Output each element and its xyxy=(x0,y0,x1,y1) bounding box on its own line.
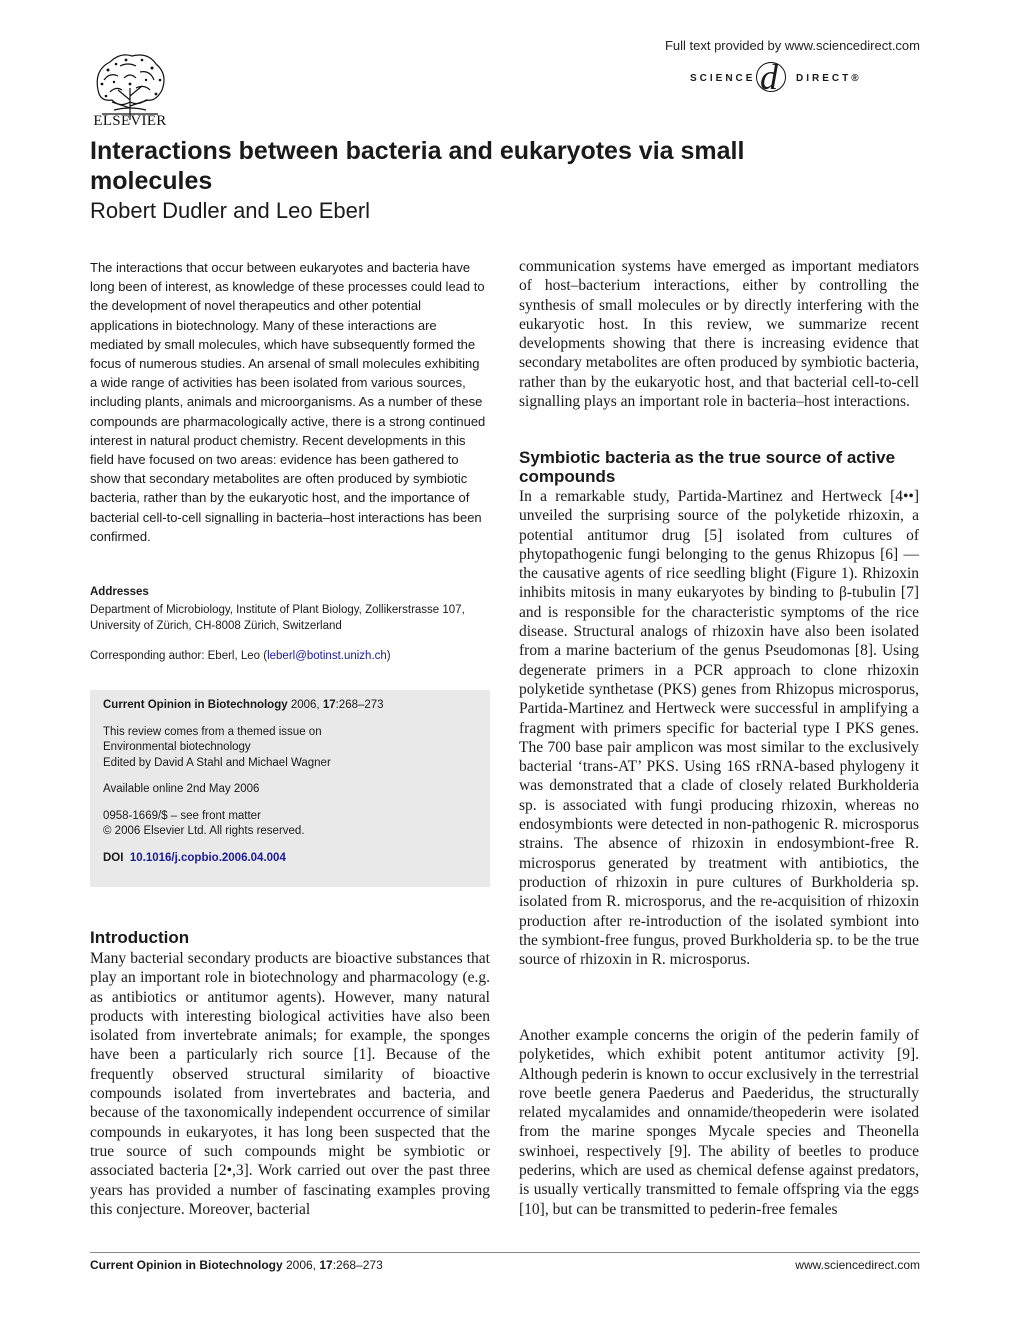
footer-citation xyxy=(90,1258,383,1272)
infobox-copyright: © 2006 Elsevier Ltd. All rights reserved. xyxy=(103,825,305,837)
addresses-text: Department of Microbiology, Institute of Plant Biology, Zollikerstrasse 107, University of Zürich, CH-8008 Zürich, Switzerland xyxy=(90,604,465,632)
infobox-pages: :268–273 xyxy=(335,699,384,711)
corresponding-prefix: Corresponding author: Eberl, Leo ( xyxy=(90,650,268,662)
infobox-citation xyxy=(103,698,477,714)
full-text-provided[interactable]: Full text provided by www.sciencedirect.com xyxy=(664,38,920,53)
sd-right-text: DIRECT® xyxy=(796,73,862,84)
doi-link[interactable]: 10.1016/j.copbio.2006.04.004 xyxy=(129,851,286,864)
infobox-doi xyxy=(103,851,477,867)
right-paragraph-2 xyxy=(519,487,919,969)
infobox-theme-line1: This review comes from a themed issue on xyxy=(103,725,322,738)
footer-divider xyxy=(90,1252,920,1253)
infobox-doi-label: DOI xyxy=(103,851,124,864)
infobox-journal: Current Opinion in Biotechnology xyxy=(103,699,288,711)
sciencedirect-logo[interactable] xyxy=(660,57,920,100)
right-paragraph-1 xyxy=(519,257,919,411)
publisher-logo-text: ELSEVIER xyxy=(93,113,167,129)
infobox-year: 2006, xyxy=(287,699,323,711)
article-title: Interactions between bacteria and eukaryotes via small molecules xyxy=(90,137,745,195)
sd-left-text: SCIENCE xyxy=(690,73,756,84)
introduction-heading: Introduction xyxy=(90,928,190,947)
corresponding-suffix: ) xyxy=(386,650,391,662)
right-paragraph-3 xyxy=(519,1026,919,1219)
footer-volume: 17 xyxy=(319,1258,333,1272)
infobox-theme-line3: Edited by David A Stahl and Michael Wagner xyxy=(103,756,331,769)
article-authors: Robert Dudler and Leo Eberl xyxy=(90,198,371,223)
footer-journal: Current Opinion in Biotechnology xyxy=(90,1258,283,1272)
corresponding-author xyxy=(90,650,490,662)
infobox-volume: 17 xyxy=(322,699,336,711)
right-text-1: communication systems have emerged as important mediators of host–bacterium interactions, either by controlling the synthesis of small molecules or by directly interfering with the eukaryotic host. In this review, we summarize recent developments showing that there is increasing evidence that secondary metabolites are often produced by symbiotic bacteria, rather than by the eukaryotic host, and that bacterial cell-to-cell signalling plays an important role in bacteria–host interactions. xyxy=(519,258,919,411)
right-text-2: In a remarkable study, Partida-Martinez and Hertweck [4••] unveiled the surprising source of the polyketide rhizoxin, a potential antitumor drug [5] isolated from cultures of phytopathogenic fungi belonging to the genus Rhizopus [6] — the causative agents of rice seedling blight (Figure 1). Rhizoxin inhibits mitosis in many eukaryotes by binding to β-tubulin [7] and is responsible for the characteristic symptoms of the rice disease. Structural analogs of rhizoxin have also been isolated from a marine bacterium of the genus Pseudomonas [8]. Using degenerate primers in a PCR approach to clone rhizoxin polyketide synthetase (PKS) genes from Rhizopus microsporus, Partida-Martinez and Hertweck were successful in amplifying a fragment with primers specific for bacterial type I PKS genes. The 700 base pair amplicon was most similar to the exclusively bacterial ‘trans-AT’ PKS. Using 16S rRNA-based phylogeny it was demonstrated that a clade of closely related Burkholderia sp. is associated with fungi producing rhizoxin, whereas no endosymbionts were detected in non-pathogenic R. microsporus strains. The absence of rhizoxin in endosymbiont-free R. microsporus generated by treatment with antibiotics, the production of rhizoxin in pure cultures of Burkholderia sp. isolated from R. microsporus, and the re-acquisition of rhizoxin production after re-introduction of the isolated symbiont into the symbiont-free fungus, proved Burkholderia sp. to be the true source of rhizoxin in R. microsporus. xyxy=(519,488,919,969)
addresses-heading: Addresses xyxy=(90,586,149,598)
article-info-box xyxy=(90,690,490,887)
infobox-theme-line2: Environmental biotechnology xyxy=(103,741,251,753)
sd-d-letter: d xyxy=(760,57,778,97)
right-text-3: Another example concerns the origin of the pederin family of polyketides, which exhibit potent antitumor activity [9]. Although pederin is known to occur exclusively in the terrestrial rove beetle genera Paederus and Paederidus, the structurally related mycalamides and onnamide/theopederin were isolated from the marine sponges Mycale species and Theonella swinhoei, respectively [9]. The ability of beetles to produce pederins, which are used as chemical defense against predators, is usually vertically transmitted to female offspring via the eggs [10], but can be transmitted to pederin-free females xyxy=(519,1027,919,1218)
introduction-text: Many bacterial secondary products are bioactive substances that play an important role in biotechnology and pharmacology (e.g. as antibiotics or antitumor agents). However, many natural products with interesting biological activities have also been isolated from invertebrate animals; for example, the sponges have been a particularly rich source [1]. Because of the frequently observed structural similarity of bioactive compounds isolated from invertebrates and bacteria, and because of the taxonomically independent occurrence of similar compounds in eukaryotes, it has long been suspected that the true source of such compounds might be symbiotic or associated bacteria [2•,3]. Work carried out over the past three years has provided a number of fascinating examples proving this conjecture. Moreover, bacterial xyxy=(90,950,490,1218)
footer-pages: :268–273 xyxy=(332,1258,383,1272)
infobox-available: Available online 2nd May 2006 xyxy=(103,783,260,795)
abstract: The interactions that occur between eukaryotes and bacteria have long been of interest, as knowledge of these processes could lead to the development of novel therapeutics and other potential applications in biotechnology. Many of these interactions are mediated by small molecules, which have subsequently formed the focus of numerous studies. An arsenal of small molecules exhibiting a wide range of activities has been isolated from various sources, including plants, animals and microorganisms. As a number of these compounds are pharmacologically active, there is a strong continued interest in natural product chemistry. Recent developments in this field have focused on two areas: evidence has been gathered to show that secondary metabolites are often produced by symbiotic bacteria, rather than by the eukaryotic host, and the importance of bacterial cell-to-cell signalling in bacteria–host interactions has been confirmed. xyxy=(90,260,486,544)
footer-url[interactable]: www.sciencedirect.com xyxy=(795,1258,920,1272)
section-heading-symbiotic: Symbiotic bacteria as the true source of active compounds xyxy=(519,448,896,486)
corresponding-email-link[interactable]: leberl@botinst.unizh.ch xyxy=(267,650,387,662)
infobox-issn: 0958-1669/$ – see front matter xyxy=(103,809,261,822)
introduction-paragraph xyxy=(90,949,490,1219)
footer-year: 2006, xyxy=(282,1258,320,1272)
